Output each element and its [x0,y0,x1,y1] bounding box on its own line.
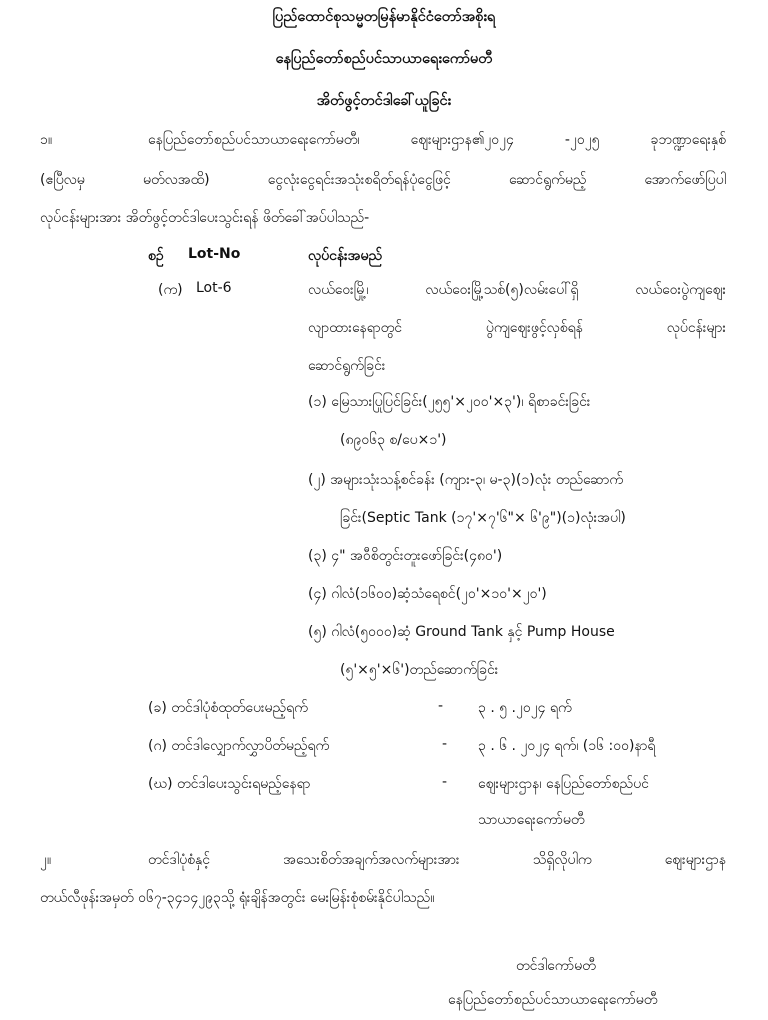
header-committee: နေပြည်တော်စည်ပင်သာယာရေးကော်မတီ [275,51,493,67]
sub-item-4-line1: (၄) ဂါလံ(၁၆၀၀)ဆံ့သံရေစင်(၂၀'×၁၀'×၂၀') [308,586,547,602]
col-header-lot: Lot-No [188,246,241,262]
sub-item-5-line1: (၅) ဂါလံ(၅၀၀၀)ဆံ့ Ground Tank နှင့် Pump House [308,624,615,640]
col-header-work: လုပ်ငန်းအမည် [308,248,383,264]
submit-place-value-line2: သာယာရေးကော်မတီ [478,812,585,828]
sub-item-2-line1: (၂) အများသုံးသန့်စင်ခန်း (ကျား-၃၊ မ-၃)(၁)လုံး တည်ဆောက် [308,472,624,488]
date-close-value: ၃ . ၆ . ၂၀၂၄ ရက်၊ (၁၆ :၀၀)နာရီ [478,738,656,754]
para1-line3: လုပ်ငန်းများအား အိတ်ဖွင့်တင်ဒါပေးသွင်းရန် ဖိတ်ခေါ်အပ်ပါသည်- [40,210,370,226]
header-government: ပြည်ထောင်စုသမ္မတမြန်မာနိုင်ငံတော်အစိုးရ [272,9,496,25]
para2-number: ၂။ [40,852,52,868]
lot-sr: (က) [158,282,183,298]
date-close-label: (ဂ) တင်ဒါလျှောက်လွှာပိတ်မည့်ရက် [148,738,330,754]
para1-line1: နေပြည်တော်စည်ပင်သာယာရေးကော်မတီ၊ ဈေးများဌာန၏၂၀၂၄ -၂၀၂၅ ခုဘဏ္ဍာရေးနှစ် [148,132,726,148]
para2-line1: တင်ဒါပုံစံနှင့် အသေးစိတ်အချက်အလက်များအား သိရှိလိုပါက ဈေးများဌာန [148,852,726,868]
signature-tender-committee: တင်ဒါကော်မတီ [516,958,596,974]
sub-item-1-line2: (၈၉၀၆၃ စ/ပေ×၁') [340,432,447,448]
para2-line2: တယ်လီဖုန်းအမှတ် ၀၆၇-၃၄၁၄၂၉၃သို့ ရုံးချိန်အတွင်း မေးမြန်းစုံစမ်းနိုင်ပါသည်။ [40,890,435,906]
lot-number: Lot-6 [196,280,232,296]
signature-committee-name: နေပြည်တော်စည်ပင်သာယာရေးကော်မတီ [448,992,658,1008]
date-issue-dash: - [438,698,444,714]
sub-item-1-line1: (၁) မြေသားပြုပြင်ခြင်း(၂၅၅'×၂၀၀'×၃')၊ ရိစာခင်းခြင်း [308,394,591,410]
sub-item-2-line2: ခြင်း(Septic Tank (၁၇'×၇'၆"× ၆'၉")(၁)လုံးအပါ) [340,510,626,526]
sub-item-5-line2: (၅'×၅'×၆')တည်ဆောက်ခြင်း [340,662,499,678]
submit-place-dash: - [442,774,448,790]
para1-line2: (ဧပြီလမှ မတ်လအထိ) ငွေလုံးငွေရင်းအသုံးစရိတ်ရန်ပုံငွေဖြင့် ဆောင်ရွက်မည့် အောက်ဖော်ပြပါ [40,172,726,188]
submit-place-value: ဈေးများဌာန၊ နေပြည်တော်စည်ပင် [478,776,649,792]
lot-desc-line1: လယ်ဝေးမြို့၊ လယ်ဝေးမြို့သစ်(၅)လမ်းပေါ်ရှိ လယ်ဝေးပွဲကျဈေး [308,282,726,298]
col-header-sr: စဉ် [148,248,164,264]
date-issue-value: ၃ . ၅ .၂၀၂၄ ရက် [478,700,572,716]
date-issue-label: (ခ) တင်ဒါပုံစံထုတ်ပေးမည့်ရက် [148,700,308,716]
date-close-dash: - [442,736,448,752]
lot-desc-line3: ဆောင်ရွက်ခြင်း [308,358,386,374]
para1-number: ၁။ [40,132,53,148]
sub-item-3-line1: (၃) ၄" အဝီစိတွင်းတူးဖော်ခြင်း(၄၈၀') [308,548,503,564]
lot-desc-line2: လျာထားနေရာတွင် ပွဲကျဈေးဖွင့်လှစ်ရန် လုပ်ငန်းများ [308,320,726,336]
submit-place-label: (ဃ) တင်ဒါပေးသွင်းရမည့်နေရာ [148,776,311,792]
header-title: အိတ်ဖွင့်တင်ဒါခေါ်ယူခြင်း [316,93,452,109]
